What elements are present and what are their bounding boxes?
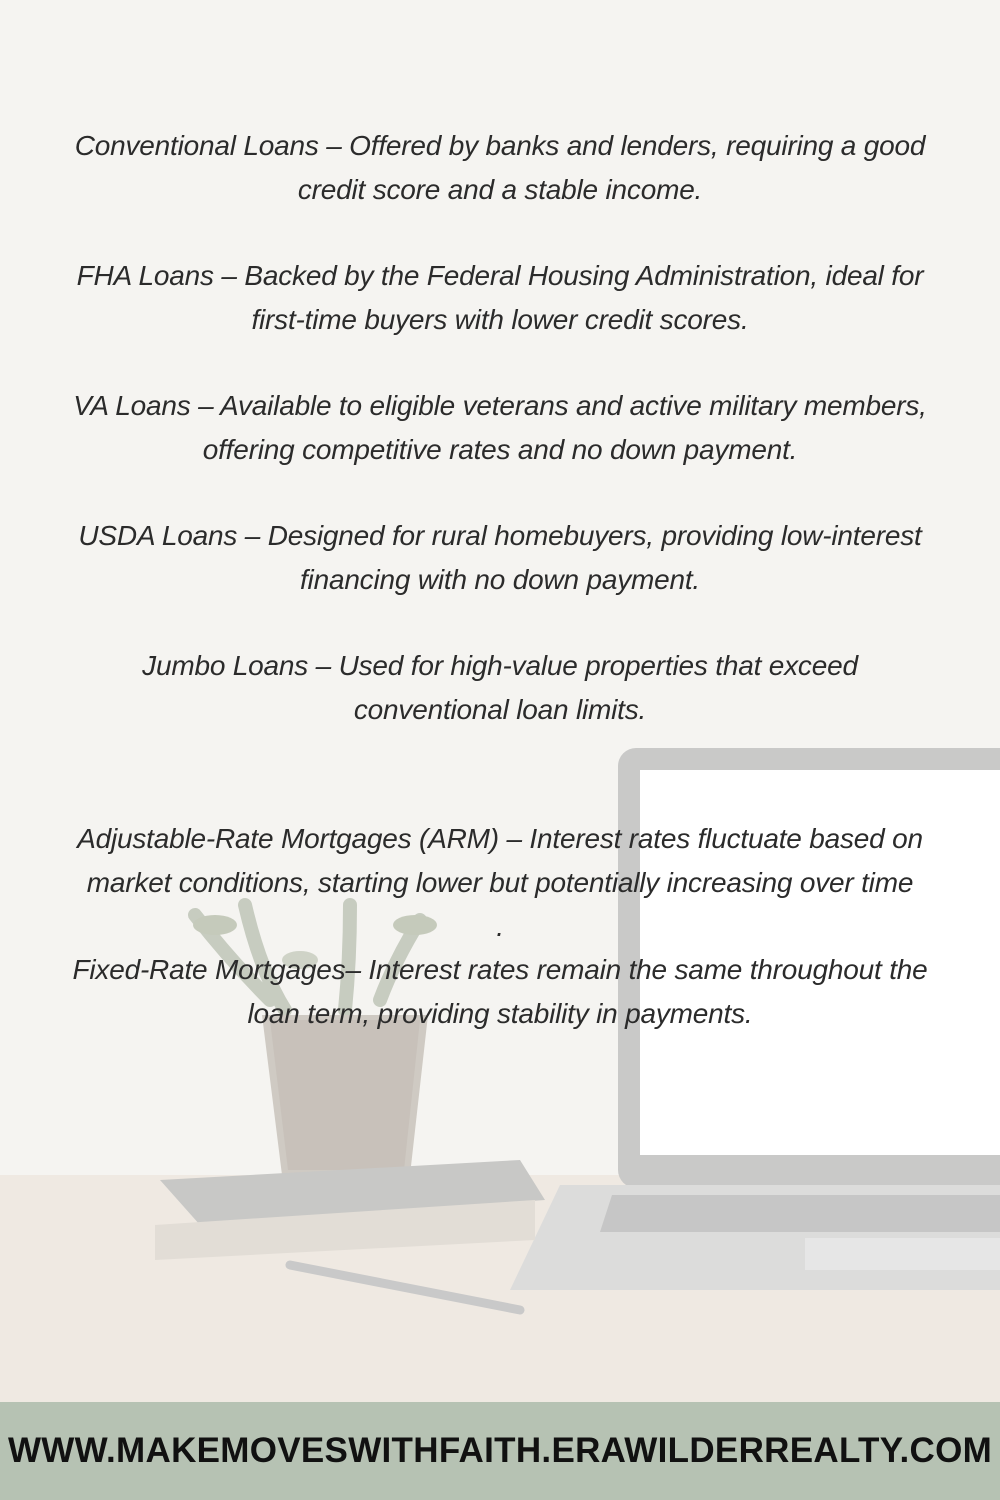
jumbo-loans-text: Jumbo Loans – Used for high-value properties that exceed conventional loan limits. — [142, 650, 858, 725]
arm-mortgages-text: Adjustable-Rate Mortgages (ARM) – Interest rates fluctuate based on market conditions, starting lower but potentially increasing over time . — [77, 823, 923, 942]
usda-loans-text: USDA Loans – Designed for rural homebuyers, providing low-interest financing with no down payment. — [78, 520, 922, 595]
conventional-loans-text: Conventional Loans – Offered by banks and lenders, requiring a good credit score and a stable income. — [74, 130, 926, 205]
footer-band — [0, 1402, 1000, 1500]
website-url[interactable]: WWW.MAKEMOVESWITHFAITH.ERAWILDERREALTY.COM — [7, 1431, 993, 1470]
va-loans-text: VA Loans – Available to eligible veterans and active military members, offering competitive rates and no down payment. — [73, 390, 927, 465]
fha-loans-text: FHA Loans – Backed by the Federal Housing Administration, ideal for first-time buyers with lower credit scores. — [76, 260, 924, 335]
fixed-rate-mortgages-text: Fixed-Rate Mortgages– Interest rates remain the same throughout the loan term, providing stability in payments. — [72, 954, 928, 1029]
